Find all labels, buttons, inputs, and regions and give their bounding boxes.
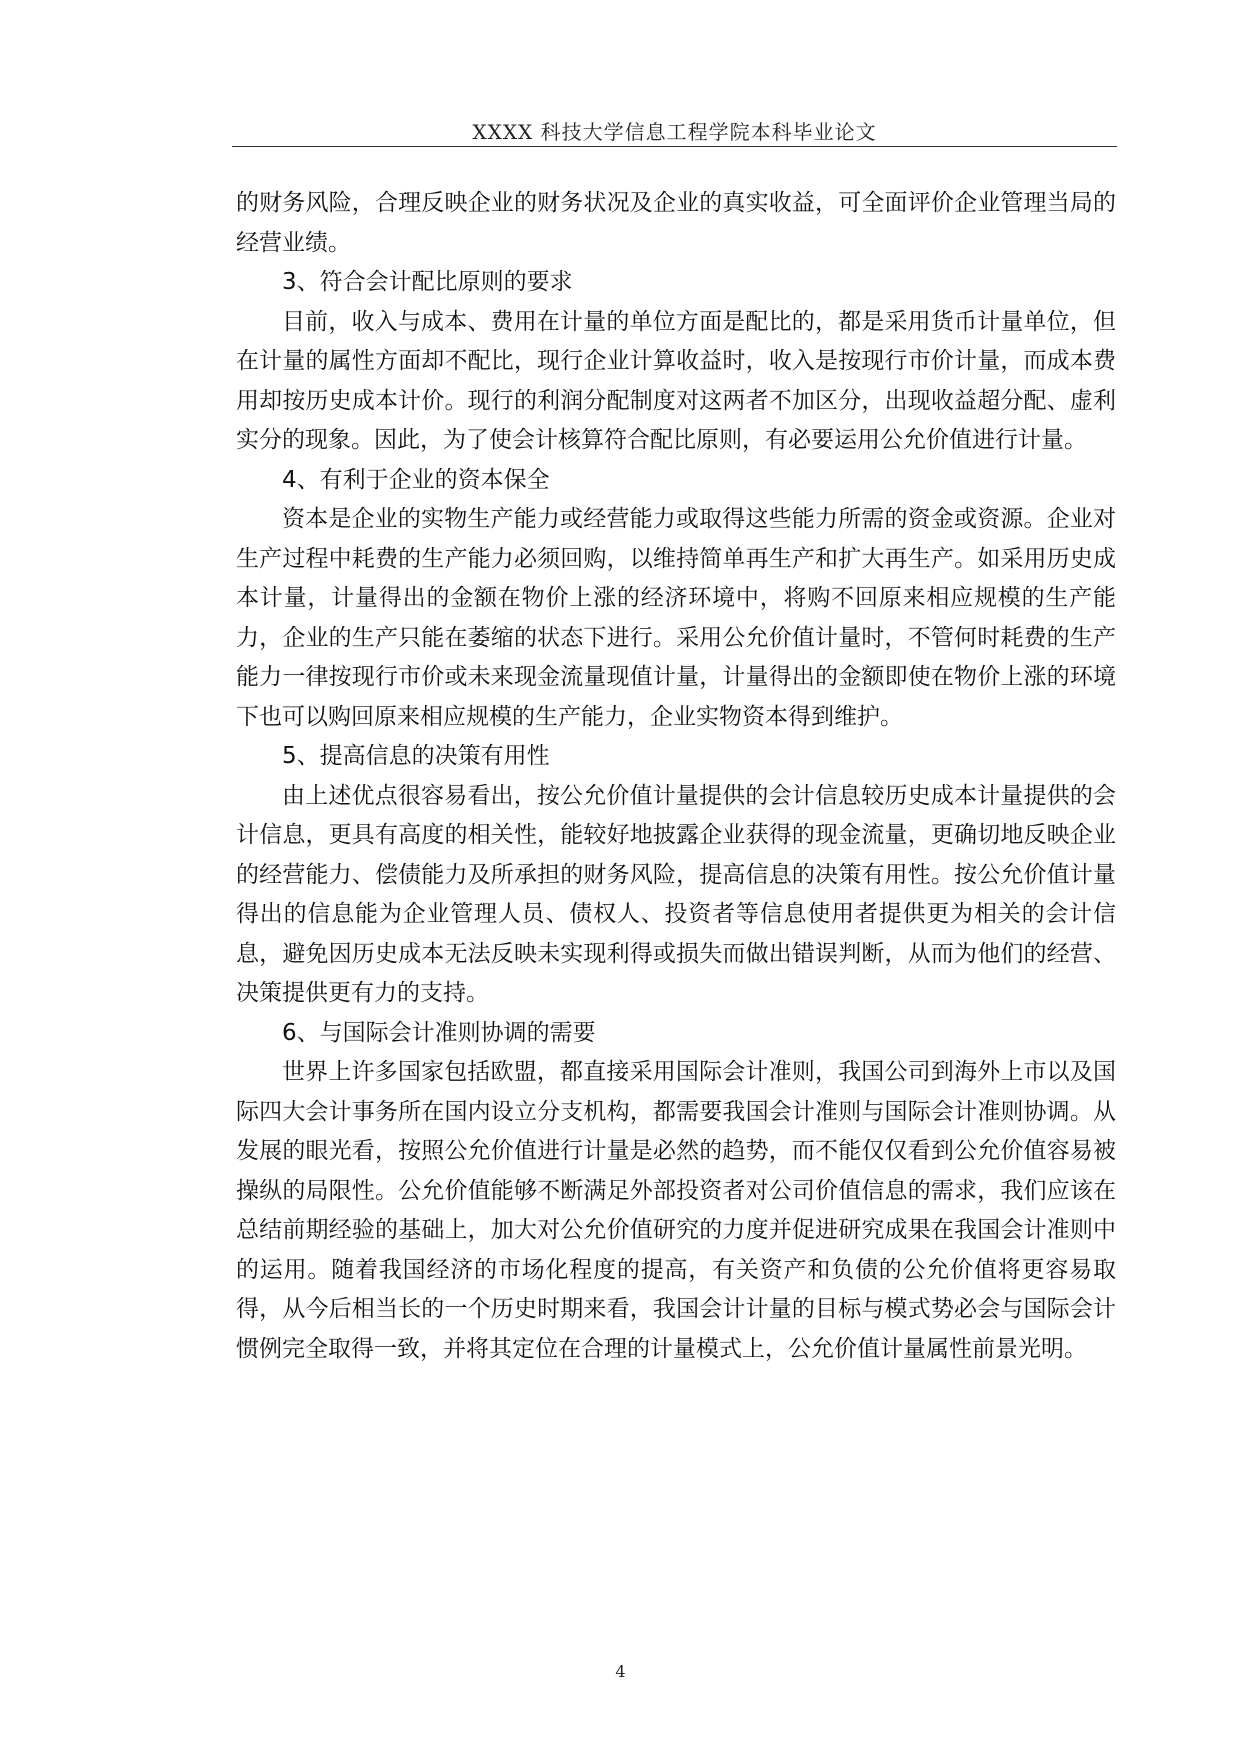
- paragraph-decision-usefulness: 由上述优点很容易看出，按公允价值计量提供的会计信息较历史成本计量提供的会计信息，更具有高度的相关性，能较好地披露企业获得的现金流量，更确切地反映企业的经营能力、偿债能力及所承担的财务风险，提高信息的决策有用性。按公允价值计量得出的信息能为企业管理人员、债权人、投资者等信息使用者提供更为相关的会计信息，避免因历史成本无法反映未实现利得或损失而做出错误判断，从而为他们的经营、决策提供更有力的支持。: [236, 782, 1116, 1006]
- paragraph-capital-preservation: 资本是企业的实物生产能力或经营能力或取得这些能力所需的资金或资源。企业对生产过程中耗费的生产能力必须回购，以维持简单再生产和扩大再生产。如采用历史成本计量，计量得出的金额在物价上涨的经济环境中，将购不回原来相应规模的生产能力，企业的生产只能在萎缩的状态下进行。采用公允价值计量时，不管何时耗费的生产能力一律按现行市价或未来现金流量现值计量，计量得出的金额即使在物价上涨的环境下也可以购回原来相应规模的生产能力，企业实物资本得到维护。: [236, 506, 1116, 730]
- paragraph-continued: 的财务风险，合理反映企业的财务状况及企业的真实收益，可全面评价企业管理当局的经营业绩。: [236, 190, 1116, 256]
- header-rule: [232, 146, 1117, 147]
- paragraph-matching-principle: 目前，收入与成本、费用在计量的单位方面是配比的，都是采用货币计量单位，但在计量的属性方面却不配比，现行企业计算收益时，收入是按现行市价计量，而成本费用却按历史成本计价。现行的利润分配制度对这两者不加区分，出现收益超分配、虚利实分的现象。因此，为了使会计核算符合配比原则，有必要运用公允价值进行计量。: [236, 308, 1116, 453]
- document-body: [236, 184, 1116, 1369]
- section-heading-3: 3、符合会计配比原则的要求: [282, 269, 573, 295]
- section-heading-5: 5、提高信息的决策有用性: [282, 743, 550, 769]
- paragraph-international-standards: 世界上许多国家包括欧盟，都直接采用国际会计准则，我国公司到海外上市以及国际四大会计事务所在国内设立分支机构，都需要我国会计准则与国际会计准则协调。从发展的眼光看，按照公允价值进行计量是必然的趋势，而不能仅仅看到公允价值容易被操纵的局限性。公允价值能够不断满足外部投资者对公司价值信息的需求，我们应该在总结前期经验的基础上，加大对公允价值研究的力度并促进研究成果在我国会计准则中的运用。随着我国经济的市场化程度的提高，有关资产和负债的公允价值将更容易取得，从今后相当长的一个历史时期来看，我国会计计量的目标与模式势必会与国际会计惯例完全取得一致，并将其定位在合理的计量模式上，公允价值计量属性前景光明。: [236, 1059, 1116, 1362]
- section-heading-6: 6、与国际会计准则协调的需要: [282, 1019, 596, 1046]
- section-heading-4: 4、有利于企业的资本保全: [282, 466, 550, 493]
- page-number: 4: [615, 1662, 626, 1681]
- running-header: XXXX 科技大学信息工程学院本科毕业论文: [472, 120, 877, 144]
